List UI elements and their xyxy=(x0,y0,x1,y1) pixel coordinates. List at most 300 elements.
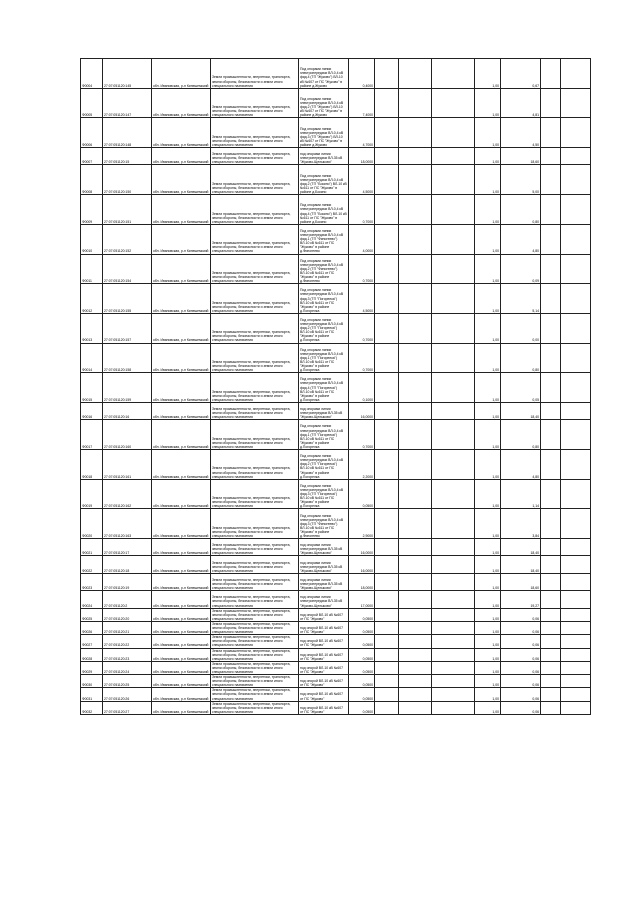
rate-cell: 1,00 xyxy=(475,165,501,195)
address-cell: обл. Ивановская, р-н Кинешемский xyxy=(152,621,211,634)
address-cell: обл. Ивановская, р-н Кинешемский xyxy=(152,479,211,509)
land-category-cell: Земли промышленности, энергетики, транспорта, земли обороны, безопасности и земли иного специального назначения xyxy=(211,195,299,225)
address-cell: обл. Ивановская, р-н Кинешемский xyxy=(152,373,211,403)
address-cell: обл. Ивановская, р-н Кинешемский xyxy=(152,195,211,225)
empty-cell xyxy=(432,373,475,403)
empty-cell xyxy=(375,284,399,314)
empty-cell xyxy=(561,402,591,419)
table-row xyxy=(81,88,591,118)
row-number-cell: Ф0030 xyxy=(81,675,103,688)
value-cell: 5,14 xyxy=(501,284,541,314)
rate-cell: 1,00 xyxy=(475,635,501,648)
empty-cell xyxy=(561,688,591,701)
cadastral-number-cell: 27:07:051120:145 xyxy=(103,59,152,89)
address-cell: обл. Ивановская, р-н Кинешемский xyxy=(152,635,211,648)
land-category-cell: Земли промышленности, энергетики, транспорта, земли обороны, безопасности и земли иного специального назначения xyxy=(211,591,299,608)
encumbrance-cell: под опорой ВЛ-10 кВ №607 от ПС "Жуково" xyxy=(299,688,349,701)
empty-cell xyxy=(541,118,561,148)
value-cell: 18,60 xyxy=(501,148,541,165)
area-cell: 0,0500 xyxy=(349,675,375,688)
value-cell: 0,80 xyxy=(501,420,541,450)
empty-cell xyxy=(432,118,475,148)
cadastral-number-cell: 27:07:051120:162 xyxy=(103,479,152,509)
empty-cell xyxy=(375,420,399,450)
value-cell: 0,67 xyxy=(501,59,541,89)
row-number-cell: Ф0024 xyxy=(81,591,103,608)
row-number-cell: Ф0016 xyxy=(81,402,103,419)
table-row xyxy=(81,675,591,688)
empty-cell xyxy=(432,165,475,195)
empty-cell xyxy=(399,88,432,118)
empty-cell xyxy=(399,373,432,403)
empty-cell xyxy=(375,148,399,165)
row-number-cell: Ф0027 xyxy=(81,635,103,648)
table-row xyxy=(81,420,591,450)
land-category-cell: Земли промышленности, энергетики, транспорта, земли обороны, безопасности и земли иного специального назначения xyxy=(211,373,299,403)
empty-cell xyxy=(375,450,399,480)
empty-cell xyxy=(399,284,432,314)
rate-cell: 1,00 xyxy=(475,450,501,480)
rate-cell: 1,00 xyxy=(475,675,501,688)
empty-cell xyxy=(432,539,475,556)
address-cell: обл. Ивановская, р-н Кинешемский xyxy=(152,118,211,148)
value-cell: 1,14 xyxy=(501,479,541,509)
address-cell: обл. Ивановская, р-н Кинешемский xyxy=(152,402,211,419)
empty-cell xyxy=(541,635,561,648)
empty-cell xyxy=(561,420,591,450)
table-row xyxy=(81,313,591,343)
empty-cell xyxy=(432,591,475,608)
cadastral-number-cell: 27:07:051120:16 xyxy=(103,402,152,419)
value-cell: 0,06 xyxy=(501,661,541,674)
land-category-cell: Земли промышленности, энергетики, транспорта, земли обороны, безопасности и земли иного специального назначения xyxy=(211,254,299,284)
empty-cell xyxy=(375,539,399,556)
empty-cell xyxy=(541,539,561,556)
empty-cell xyxy=(399,621,432,634)
encumbrance-cell: Под опорами линии электропередачи ВЛ-0,4 кВ фид.4 (ТП "Погорелка") ВЛ-10 кВ №611 от ПС "Жуково" в районе д.Погорелка xyxy=(299,373,349,403)
empty-cell xyxy=(399,224,432,254)
empty-cell xyxy=(541,648,561,661)
value-cell: 0,06 xyxy=(501,648,541,661)
address-cell: обл. Ивановская, р-н Кинешемский xyxy=(152,556,211,573)
empty-cell xyxy=(432,148,475,165)
empty-cell xyxy=(399,450,432,480)
value-cell: 0,06 xyxy=(501,635,541,648)
area-cell: 0,0500 xyxy=(349,701,375,714)
table-row xyxy=(81,59,591,89)
value-cell: 0,06 xyxy=(501,621,541,634)
empty-cell xyxy=(561,621,591,634)
rate-cell: 1,00 xyxy=(475,688,501,701)
table-row xyxy=(81,165,591,195)
value-cell: 18,40 xyxy=(501,539,541,556)
value-cell: 19,27 xyxy=(501,591,541,608)
empty-cell xyxy=(399,591,432,608)
empty-cell xyxy=(541,254,561,284)
cadastral-number-cell: 27:07:051120:27 xyxy=(103,701,152,714)
row-number-cell: Ф0031 xyxy=(81,688,103,701)
land-category-cell: Земли промышленности, энергетики, транспорта, земли обороны, безопасности и земли иного специального назначения xyxy=(211,479,299,509)
cadastral-number-cell: 27:07:051120:23 xyxy=(103,648,152,661)
area-cell: 0,0500 xyxy=(349,688,375,701)
empty-cell xyxy=(399,479,432,509)
area-cell: 16,0000 xyxy=(349,539,375,556)
empty-cell xyxy=(561,608,591,621)
rate-cell: 1,00 xyxy=(475,284,501,314)
row-number-cell: Ф0006 xyxy=(81,118,103,148)
row-number-cell: Ф0025 xyxy=(81,608,103,621)
empty-cell xyxy=(432,635,475,648)
value-cell: 0,06 xyxy=(501,608,541,621)
empty-cell xyxy=(399,635,432,648)
empty-cell xyxy=(375,688,399,701)
row-number-cell: Ф0020 xyxy=(81,509,103,539)
empty-cell xyxy=(399,59,432,89)
empty-cell xyxy=(432,621,475,634)
row-number-cell: Ф0032 xyxy=(81,701,103,714)
value-cell: 0,00 xyxy=(501,313,541,343)
empty-cell xyxy=(375,479,399,509)
rate-cell: 1,00 xyxy=(475,148,501,165)
table-row xyxy=(81,688,591,701)
address-cell: обл. Ивановская, р-н Кинешемский xyxy=(152,88,211,118)
empty-cell xyxy=(561,661,591,674)
rate-cell: 1,00 xyxy=(475,88,501,118)
land-category-cell: Земли промышленности, энергетики, транспорта, земли обороны, безопасности и земли иного специального назначения xyxy=(211,88,299,118)
address-cell: обл. Ивановская, р-н Кинешемский xyxy=(152,701,211,714)
empty-cell xyxy=(541,556,561,573)
row-number-cell: Ф0019 xyxy=(81,479,103,509)
address-cell: обл. Ивановская, р-н Кинешемский xyxy=(152,224,211,254)
empty-cell xyxy=(399,509,432,539)
cadastral-number-cell: 27:07:051120:150 xyxy=(103,165,152,195)
row-number-cell: Ф0010 xyxy=(81,224,103,254)
empty-cell xyxy=(432,343,475,373)
empty-cell xyxy=(375,573,399,590)
row-number-cell: Ф0017 xyxy=(81,420,103,450)
land-category-cell: Земли промышленности, энергетики, транспорта, земли обороны, безопасности и земли иного специального назначения xyxy=(211,343,299,373)
table-row xyxy=(81,621,591,634)
table-row xyxy=(81,254,591,284)
table-row xyxy=(81,224,591,254)
encumbrance-cell: Под опорами линии электропередачи ВЛ-0,4 кВ фид.4 (ТП "Бокино") ВЛ-10 кВ №611 от ПС "Жуково" в районе д.Бокино xyxy=(299,195,349,225)
table-row xyxy=(81,648,591,661)
empty-cell xyxy=(399,608,432,621)
encumbrance-cell: под опорой ВЛ-10 кВ №607 от ПС "Жуково" xyxy=(299,701,349,714)
empty-cell xyxy=(375,675,399,688)
empty-cell xyxy=(375,661,399,674)
empty-cell xyxy=(561,450,591,480)
area-cell: 0,7000 xyxy=(349,313,375,343)
table-row xyxy=(81,118,591,148)
empty-cell xyxy=(541,591,561,608)
empty-cell xyxy=(541,450,561,480)
value-cell: 0,06 xyxy=(501,688,541,701)
area-cell: 4,5000 xyxy=(349,284,375,314)
rate-cell: 1,00 xyxy=(475,254,501,284)
rate-cell: 1,00 xyxy=(475,648,501,661)
empty-cell xyxy=(375,313,399,343)
empty-cell xyxy=(432,688,475,701)
table-row xyxy=(81,539,591,556)
empty-cell xyxy=(432,701,475,714)
table-row xyxy=(81,450,591,480)
empty-cell xyxy=(561,343,591,373)
area-cell: 0,7000 xyxy=(349,343,375,373)
area-cell: 2,9000 xyxy=(349,509,375,539)
empty-cell xyxy=(375,402,399,419)
table-row xyxy=(81,373,591,403)
encumbrance-cell: под опорами линии электропередачи ВЛ-35 кВ "Жуково-Щелыково" xyxy=(299,402,349,419)
value-cell: 4,80 xyxy=(501,224,541,254)
area-cell: 0,0500 xyxy=(349,608,375,621)
empty-cell xyxy=(561,675,591,688)
value-cell: 4,81 xyxy=(501,88,541,118)
row-number-cell: Ф0029 xyxy=(81,661,103,674)
empty-cell xyxy=(432,675,475,688)
row-number-cell: Ф0021 xyxy=(81,539,103,556)
empty-cell xyxy=(375,509,399,539)
empty-cell xyxy=(432,509,475,539)
cadastral-number-cell: 27:07:051120:158 xyxy=(103,343,152,373)
address-cell: обл. Ивановская, р-н Кинешемский xyxy=(152,343,211,373)
cadastral-number-cell: 27:07:051120:26 xyxy=(103,688,152,701)
area-cell: 18,0000 xyxy=(349,148,375,165)
empty-cell xyxy=(375,165,399,195)
encumbrance-cell: Под опорами линии электропередачи ВЛ-0,4 кВ фид.2 (ТП "Погорелка") ВЛ-10 кВ №611 от ПС "Жуково" в районе д.Погорелка xyxy=(299,450,349,480)
row-number-cell: Ф0011 xyxy=(81,254,103,284)
empty-cell xyxy=(375,343,399,373)
encumbrance-cell: Под опорами линии электропередачи ВЛ-0,4 кВ фид.4 (ТП "Жуково") ВЛ-10 кВ №607 от ПС "Жуково" в районе д.Жуково xyxy=(299,59,349,89)
empty-cell xyxy=(399,118,432,148)
encumbrance-cell: под опорами линии электропередачи ВЛ-35 кВ "Жуково-Щелыково" xyxy=(299,148,349,165)
row-number-cell: Ф0026 xyxy=(81,621,103,634)
address-cell: обл. Ивановская, р-н Кинешемский xyxy=(152,648,211,661)
row-number-cell: Ф0018 xyxy=(81,450,103,480)
value-cell: 4,50 xyxy=(501,118,541,148)
encumbrance-cell: Под опорами линии электропередачи ВЛ-0,4 кВ фид.3 (ТП "Погорелка") ВЛ-10 кВ №611 от ПС "Жуково" в районе д.Погорелка xyxy=(299,284,349,314)
empty-cell xyxy=(561,373,591,403)
address-cell: обл. Ивановская, р-н Кинешемский xyxy=(152,313,211,343)
row-number-cell: Ф0022 xyxy=(81,556,103,573)
cadastral-number-cell: 27:07:051120:20 xyxy=(103,608,152,621)
empty-cell xyxy=(399,165,432,195)
encumbrance-cell: под опорами линии электропередачи ВЛ-35 кВ "Жуково-Щелыково" xyxy=(299,556,349,573)
value-cell: 0,80 xyxy=(501,195,541,225)
value-cell: 0,80 xyxy=(501,343,541,373)
cadastral-number-cell: 27:07:051120:15 xyxy=(103,148,152,165)
empty-cell xyxy=(561,59,591,89)
empty-cell xyxy=(399,313,432,343)
empty-cell xyxy=(561,313,591,343)
area-cell: 0,7000 xyxy=(349,195,375,225)
empty-cell xyxy=(432,661,475,674)
rate-cell: 1,00 xyxy=(475,59,501,89)
empty-cell xyxy=(399,195,432,225)
cadastral-number-cell: 27:07:051120:2 xyxy=(103,591,152,608)
empty-cell xyxy=(399,539,432,556)
address-cell: обл. Ивановская, р-н Кинешемский xyxy=(152,608,211,621)
area-cell: 18,0000 xyxy=(349,573,375,590)
empty-cell xyxy=(399,648,432,661)
empty-cell xyxy=(541,479,561,509)
row-number-cell: Ф0014 xyxy=(81,343,103,373)
cadastral-number-cell: 27:07:051120:148 xyxy=(103,118,152,148)
cadastral-number-cell: 27:07:051120:163 xyxy=(103,509,152,539)
land-category-cell: Земли промышленности, энергетики, транспорта, земли обороны, безопасности и земли иного специального назначения xyxy=(211,450,299,480)
empty-cell xyxy=(541,608,561,621)
empty-cell xyxy=(561,648,591,661)
land-category-cell: Земли промышленности, энергетики, транспорта, земли обороны, безопасности и земли иного специального назначения xyxy=(211,608,299,621)
empty-cell xyxy=(432,313,475,343)
empty-cell xyxy=(561,701,591,714)
empty-cell xyxy=(399,701,432,714)
empty-cell xyxy=(432,254,475,284)
empty-cell xyxy=(399,661,432,674)
address-cell: обл. Ивановская, р-н Кинешемский xyxy=(152,509,211,539)
address-cell: обл. Ивановская, р-н Кинешемский xyxy=(152,539,211,556)
empty-cell xyxy=(432,648,475,661)
empty-cell xyxy=(399,420,432,450)
rate-cell: 1,00 xyxy=(475,224,501,254)
empty-cell xyxy=(561,284,591,314)
address-cell: обл. Ивановская, р-н Кинешемский xyxy=(152,420,211,450)
area-cell: 0,0500 xyxy=(349,648,375,661)
encumbrance-cell: Под опорами линии электропередачи ВЛ-0,4 кВ фид.2 (ТП "Жуково") ВЛ-10 кВ №607 от ПС "Жуково" в районе д.Жуково xyxy=(299,88,349,118)
address-cell: обл. Ивановская, р-н Кинешемский xyxy=(152,573,211,590)
register-sheet xyxy=(80,58,590,909)
empty-cell xyxy=(375,373,399,403)
address-cell: обл. Ивановская, р-н Кинешемский xyxy=(152,450,211,480)
land-category-cell: Земли промышленности, энергетики, транспорта, земли обороны, безопасности и земли иного специального назначения xyxy=(211,509,299,539)
address-cell: обл. Ивановская, р-н Кинешемский xyxy=(152,688,211,701)
empty-cell xyxy=(399,573,432,590)
rate-cell: 1,00 xyxy=(475,313,501,343)
rate-cell: 1,00 xyxy=(475,573,501,590)
rate-cell: 1,00 xyxy=(475,621,501,634)
land-category-cell: Земли промышленности, энергетики, транспорта, земли обороны, безопасности и земли иного специального назначения xyxy=(211,59,299,89)
empty-cell xyxy=(541,343,561,373)
land-category-cell: Земли промышленности, энергетики, транспорта, земли обороны, безопасности и земли иного специального назначения xyxy=(211,313,299,343)
encumbrance-cell: под опорой ВЛ-10 кВ №607 от ПС "Жуково" xyxy=(299,661,349,674)
cadastral-number-cell: 27:07:051120:147 xyxy=(103,88,152,118)
rate-cell: 1,00 xyxy=(475,343,501,373)
table-row xyxy=(81,402,591,419)
encumbrance-cell: под опорой ВЛ-10 кВ №607 от ПС "Жуково" xyxy=(299,621,349,634)
row-number-cell: Ф0008 xyxy=(81,165,103,195)
empty-cell xyxy=(432,573,475,590)
encumbrance-cell: под опорой ВЛ-10 кВ №607 от ПС "Жуково" xyxy=(299,608,349,621)
area-cell: 0,0500 xyxy=(349,479,375,509)
empty-cell xyxy=(541,224,561,254)
encumbrance-cell: Под опорами линии электропередачи ВЛ-0,4 кВ фид.2 (ТП "Финогеево") ВЛ-10 кВ №611 от ПС "Жуково" в районе д.Финогеево xyxy=(299,254,349,284)
land-category-cell: Земли промышленности, энергетики, транспорта, земли обороны, безопасности и земли иного специального назначения xyxy=(211,573,299,590)
rate-cell: 1,00 xyxy=(475,373,501,403)
cadastral-number-cell: 27:07:051120:21 xyxy=(103,621,152,634)
empty-cell xyxy=(399,675,432,688)
area-cell: 0,7000 xyxy=(349,254,375,284)
empty-cell xyxy=(561,591,591,608)
empty-cell xyxy=(561,148,591,165)
empty-cell xyxy=(541,509,561,539)
empty-cell xyxy=(375,591,399,608)
land-category-cell: Земли промышленности, энергетики, транспорта, земли обороны, безопасности и земли иного специального назначения xyxy=(211,635,299,648)
table-row xyxy=(81,556,591,573)
area-cell: 0,7000 xyxy=(349,420,375,450)
empty-cell xyxy=(561,539,591,556)
encumbrance-cell: Под опорами линии электропередачи ВЛ-0,4 кВ фид.3 (ТП "Жуково") ВЛ-10 кВ №607 от ПС "Жуково" в районе д.Жуково xyxy=(299,118,349,148)
table-row xyxy=(81,148,591,165)
value-cell: 0,09 xyxy=(501,254,541,284)
empty-cell xyxy=(432,88,475,118)
empty-cell xyxy=(561,635,591,648)
empty-cell xyxy=(432,479,475,509)
table-row xyxy=(81,635,591,648)
land-category-cell: Земли промышленности, энергетики, транспорта, земли обороны, безопасности и земли иного специального назначения xyxy=(211,675,299,688)
rate-cell: 1,00 xyxy=(475,420,501,450)
empty-cell xyxy=(432,420,475,450)
row-number-cell: Ф0023 xyxy=(81,573,103,590)
address-cell: обл. Ивановская, р-н Кинешемский xyxy=(152,591,211,608)
table-row xyxy=(81,195,591,225)
empty-cell xyxy=(399,402,432,419)
empty-cell xyxy=(541,165,561,195)
cadastral-number-cell: 27:07:051120:155 xyxy=(103,284,152,314)
land-category-cell: Земли промышленности, энергетики, транспорта, земли обороны, безопасности и земли иного специального назначения xyxy=(211,165,299,195)
value-cell: 5,00 xyxy=(501,165,541,195)
table-row xyxy=(81,509,591,539)
area-cell: 4,7000 xyxy=(349,118,375,148)
area-cell: 0,0500 xyxy=(349,661,375,674)
empty-cell xyxy=(399,343,432,373)
empty-cell xyxy=(375,621,399,634)
empty-cell xyxy=(541,661,561,674)
area-cell: 7,4000 xyxy=(349,88,375,118)
empty-cell xyxy=(375,195,399,225)
empty-cell xyxy=(375,254,399,284)
empty-cell xyxy=(375,88,399,118)
value-cell: 18,60 xyxy=(501,573,541,590)
value-cell: 18,40 xyxy=(501,402,541,419)
land-category-cell: Земли промышленности, энергетики, транспорта, земли обороны, безопасности и земли иного специального назначения xyxy=(211,420,299,450)
value-cell: 4,80 xyxy=(501,450,541,480)
address-cell: обл. Ивановская, р-н Кинешемский xyxy=(152,165,211,195)
land-category-cell: Земли промышленности, энергетики, транспорта, земли обороны, безопасности и земли иного специального назначения xyxy=(211,556,299,573)
row-number-cell: Ф0005 xyxy=(81,88,103,118)
rate-cell: 1,00 xyxy=(475,195,501,225)
value-cell: 3,84 xyxy=(501,509,541,539)
empty-cell xyxy=(432,556,475,573)
table-row xyxy=(81,661,591,674)
empty-cell xyxy=(432,284,475,314)
address-cell: обл. Ивановская, р-н Кинешемский xyxy=(152,59,211,89)
land-category-cell: Земли промышленности, энергетики, транспорта, земли обороны, безопасности и земли иного специального назначения xyxy=(211,661,299,674)
empty-cell xyxy=(561,556,591,573)
empty-cell xyxy=(399,688,432,701)
empty-cell xyxy=(432,195,475,225)
area-cell: 4,0000 xyxy=(349,224,375,254)
address-cell: обл. Ивановская, р-н Кинешемский xyxy=(152,284,211,314)
empty-cell xyxy=(375,648,399,661)
empty-cell xyxy=(561,165,591,195)
empty-cell xyxy=(375,701,399,714)
empty-cell xyxy=(561,224,591,254)
land-category-cell: Земли промышленности, энергетики, транспорта, земли обороны, безопасности и земли иного специального назначения xyxy=(211,402,299,419)
value-cell: 0,06 xyxy=(501,675,541,688)
encumbrance-cell: под опорой ВЛ-10 кВ №607 от ПС "Жуково" xyxy=(299,648,349,661)
empty-cell xyxy=(375,59,399,89)
row-number-cell: Ф0004 xyxy=(81,59,103,89)
